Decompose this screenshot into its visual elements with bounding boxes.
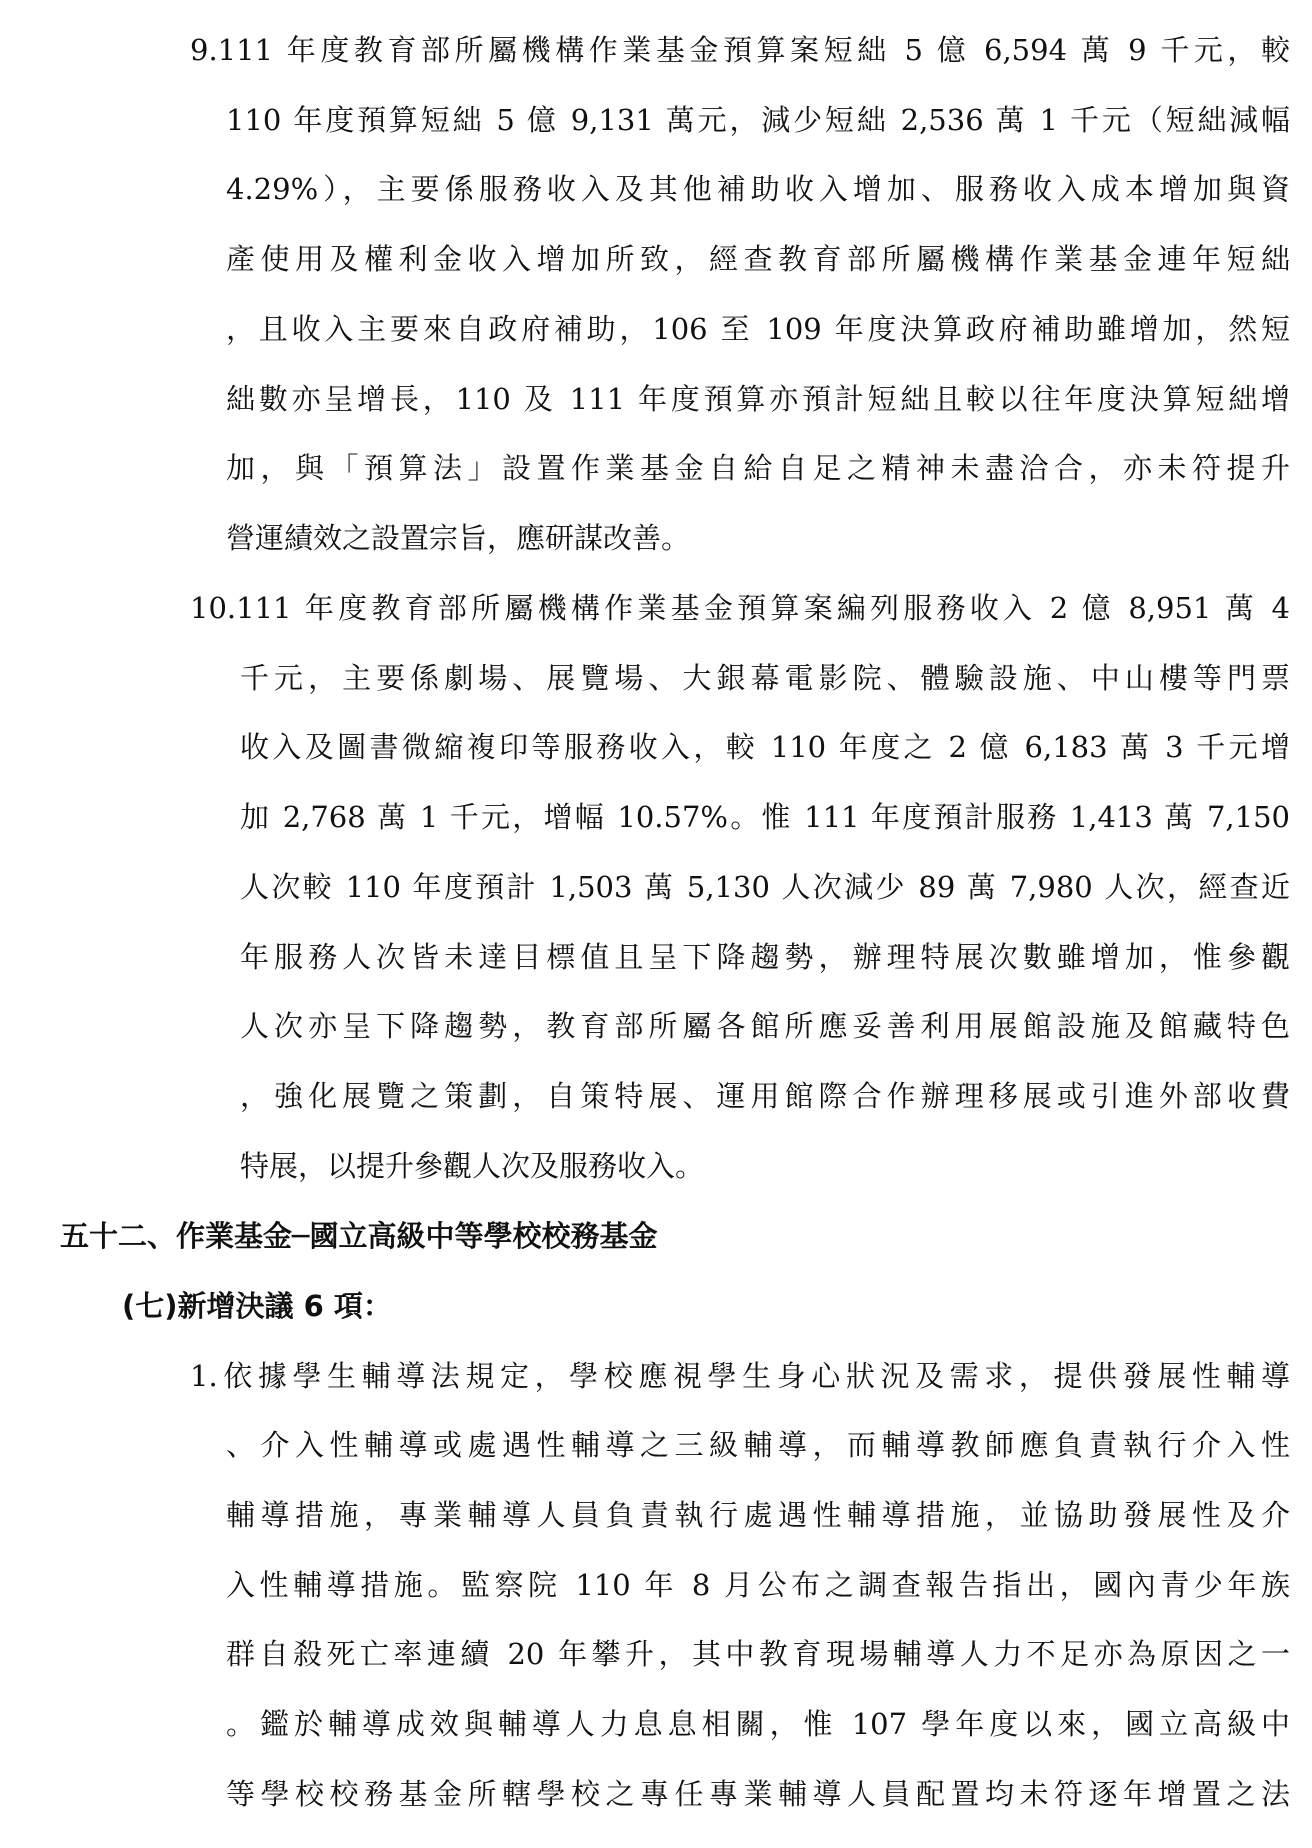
item-10-line-9: 特展，以提升參觀人次及服務收入。 (240, 1149, 705, 1183)
item-1-line-6: 。鑑於輔導成效與輔導人力息息相關，惟 107 學年度以來，國立高級中 (226, 1707, 1290, 1741)
section-heading: 五十二、作業基金─國立高級中等學校校務基金 (60, 1219, 658, 1253)
item-1-line-1: 1.依據學生輔導法規定，學校應視學生身心狀況及需求，提供發展性輔導 (190, 1359, 1290, 1393)
item-10-line-8: ，強化展覽之策劃，自策特展、運用館際合作辦理移展或引進外部收費 (240, 1079, 1290, 1113)
item-10-line-7: 人次亦呈下降趨勢，教育部所屬各館所應妥善利用展館設施及館藏特色 (240, 1009, 1290, 1043)
item-9-line-5: ，且收入主要來自政府補助，106 至 109 年度決算政府補助雖增加，然短 (226, 312, 1290, 346)
item-10-line-1: 10.111 年度教育部所屬機構作業基金預算案編列服務收入 2 億 8,951 萬 4 (190, 591, 1290, 625)
item-10-line-6: 年服務人次皆未達目標值且呈下降趨勢，辦理特展次數雖增加，惟參觀 (240, 940, 1290, 974)
item-10-line-2: 千元，主要係劇場、展覽場、大銀幕電影院、體驗設施、中山樓等門票 (240, 661, 1290, 695)
item-1-line-5: 群自殺死亡率連續 20 年攀升，其中教育現場輔導人力不足亦為原因之一 (226, 1637, 1290, 1671)
item-1-line-3: 輔導措施，專業輔導人員負責執行處遇性輔導措施，並協助發展性及介 (226, 1498, 1290, 1532)
item-10-line-4: 加 2,768 萬 1 千元，增幅 10.57%。惟 111 年度預計服務 1,413 萬 7,150 (240, 800, 1290, 834)
item-9-line-6: 絀數亦呈增長，110 及 111 年度預算亦預計短絀且較以往年度決算短絀增 (226, 382, 1290, 416)
item-9-line-8: 營運績效之設置宗旨，應研謀改善。 (226, 521, 691, 555)
item-1-line-4: 入性輔導措施。監察院 110 年 8 月公布之調查報告指出，國內青少年族 (226, 1568, 1290, 1602)
item-1-line-2: 、介入性輔導或處遇性輔導之三級輔導，而輔導教師應負責執行介入性 (226, 1428, 1290, 1462)
item-9-line-1: 9.111 年度教育部所屬機構作業基金預算案短絀 5 億 6,594 萬 9 千元，較 (190, 33, 1290, 67)
item-9-line-3: 4.29%），主要係服務收入及其他補助收入增加、服務收入成本增加與資 (226, 172, 1290, 206)
subsection-heading: (七)新增決議 6 項： (122, 1289, 392, 1323)
item-10-line-5: 人次較 110 年度預計 1,503 萬 5,130 人次減少 89 萬 7,980 人次，經查近 (240, 870, 1290, 904)
item-10-line-3: 收入及圖書微縮複印等服務收入，較 110 年度之 2 億 6,183 萬 3 千元增 (240, 730, 1290, 764)
item-1-line-7: 等學校校務基金所轄學校之專任專業輔導人員配置均未符逐年增置之法 (226, 1777, 1290, 1811)
item-9-line-4: 產使用及權利金收入增加所致，經查教育部所屬機構作業基金連年短絀 (226, 242, 1290, 276)
item-9-line-2: 110 年度預算短絀 5 億 9,131 萬元，減少短絀 2,536 萬 1 千元（短絀減幅 (226, 103, 1290, 137)
item-9-line-7: 加，與「預算法」設置作業基金自給自足之精神未盡洽合，亦未符提升 (226, 451, 1290, 485)
